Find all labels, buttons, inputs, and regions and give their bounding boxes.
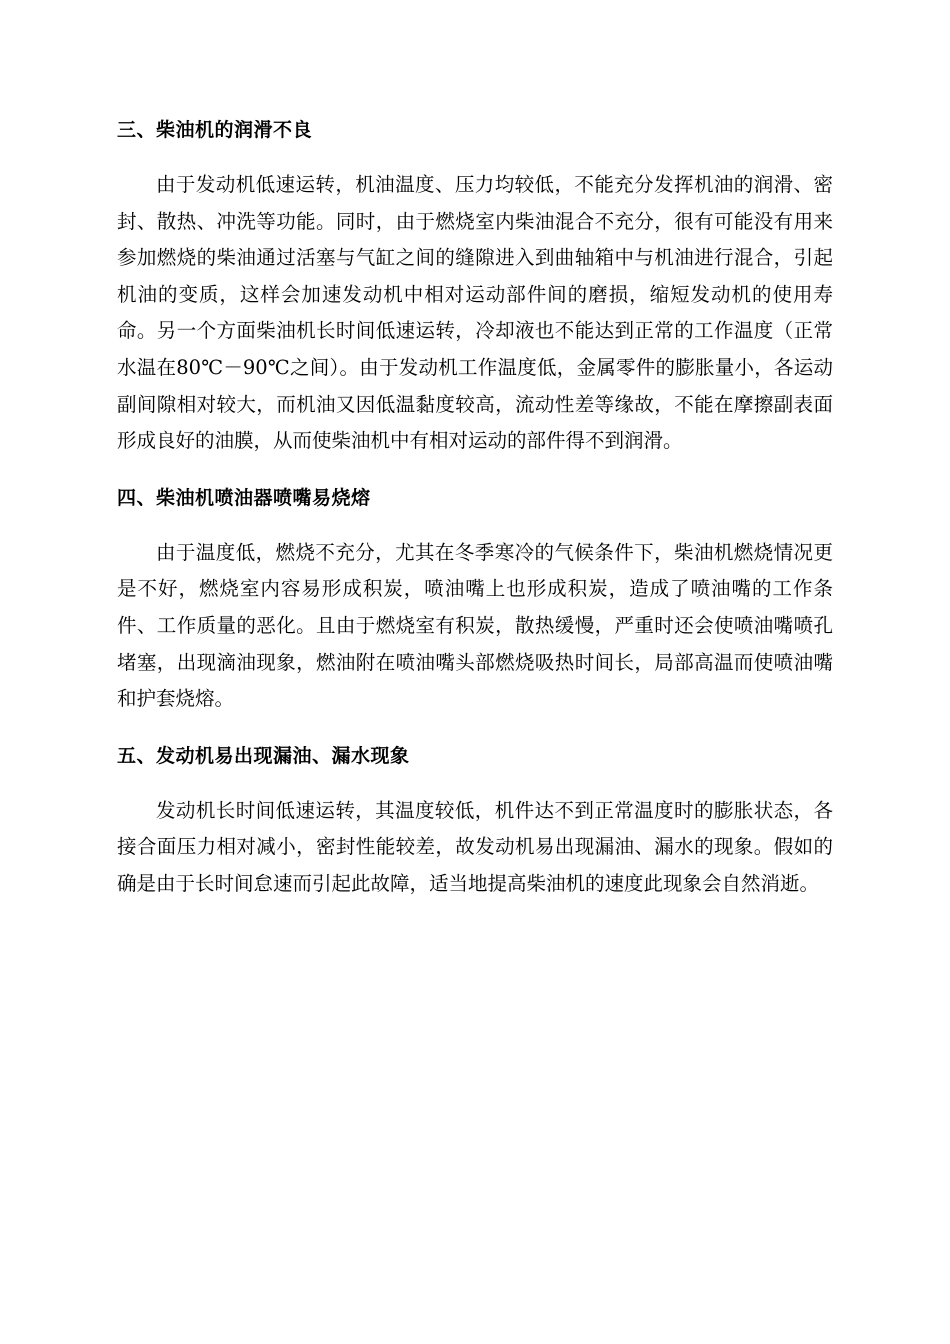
section-paragraph: 由于发动机低速运转，机油温度、压力均较低，不能充分发挥机油的润滑、密封、散热、冲洗等功能。同时，由于燃烧室内柴油混合不充分，很有可能没有用来参加燃烧的柴油通过活塞与气缸之间的缝隙进入到曲轴箱中与机油进行混合，引起机油的变质，这样会加速发动机中相对运动部件间的磨损，缩短发动机的使用寿命。另一个方面柴油机长时间低速运转，冷却液也不能达到正常的工作温度（正常水温在80℃－90℃之间）。由于发动机工作温度低，金属零件的膨胀量小，各运动副间隙相对较大，而机油又因低温黏度较高，流动性差等缘故，不能在摩擦副表面形成良好的油膜，从而使柴油机中有相对运动的部件得不到润滑。 <box>117 173 833 453</box>
section-lubrication <box>117 112 833 460</box>
document-page <box>117 112 833 903</box>
section-paragraph: 发动机长时间低速运转，其温度较低，机件达不到正常温度时的膨胀状态，各接合面压力相对减小，密封性能较差，故发动机易出现漏油、漏水的现象。假如的确是由于长时间怠速而引起此故障，适当地提高柴油机的速度此现象会自然消逝。 <box>117 798 833 895</box>
section-heading: 四、柴油机喷油器喷嘴易烧熔 <box>117 486 371 509</box>
section-injector-nozzle <box>117 480 833 718</box>
section-leakage <box>117 738 833 903</box>
section-heading: 五、发动机易出现漏油、漏水现象 <box>117 744 410 767</box>
section-heading: 三、柴油机的润滑不良 <box>117 119 313 141</box>
section-paragraph: 由于温度低，燃烧不充分，尤其在冬季寒冷的气候条件下，柴油机燃烧情况更是不好，燃烧室内容易形成积炭，喷油嘴上也形成积炭，造成了喷油嘴的工作条件、工作质量的恶化。且由于燃烧室有积炭，散热缓慢，严重时还会使喷油嘴喷孔堵塞，出现滴油现象，燃油附在喷油嘴头部燃烧吸热时间长，局部高温而使喷油嘴和护套烧熔。 <box>117 540 833 711</box>
